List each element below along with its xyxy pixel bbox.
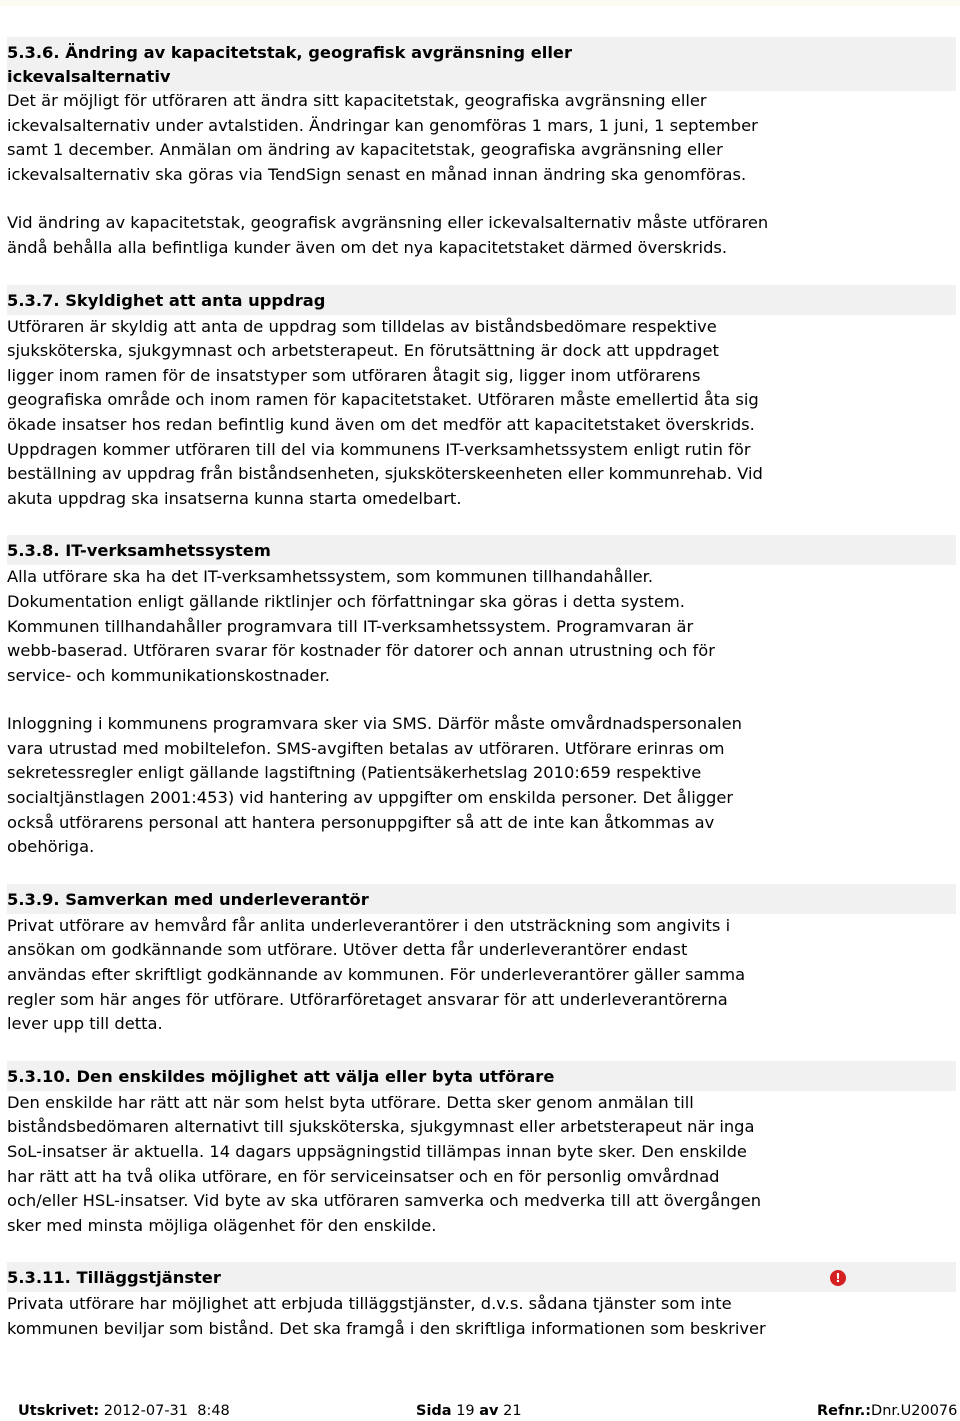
text-line: också utförarens personal att hantera personuppgifter så att de inte kan åtkommas av: [7, 812, 715, 832]
text-line: biståndsbedömaren alternativt till sjuksköterska, sjukgymnast eller arbetsterapeut när inga: [7, 1117, 755, 1137]
heading-line: 5.3.10. Den enskildes möjlighet att välja eller byta utförare: [7, 1066, 555, 1086]
section-heading-5-3-7: [7, 285, 956, 315]
heading-line: 5.3.9. Samverkan med underleverantör: [7, 889, 369, 909]
heading-line: 5.3.7. Skyldighet att anta uppdrag: [7, 290, 326, 310]
text-line: lever upp till detta.: [7, 1014, 163, 1034]
ref-label: Refnr.:: [817, 1403, 872, 1419]
heading-line: 5.3.6. Ändring av kapacitetstak, geografisk avgränsning eller: [7, 43, 573, 62]
page-total: 21: [503, 1403, 522, 1419]
text-line: Uppdragen kommer utföraren till del via kommunens IT-verksamhetssystem enligt rutin för: [7, 439, 751, 459]
heading-line: 5.3.8. IT-verksamhetssystem: [7, 541, 271, 561]
text-line: användas efter skriftligt godkännande av kommunen. För underleverantörer gäller samma: [7, 965, 746, 985]
text-line: ickevalsalternativ under avtalstiden. Ändringar kan genomföras 1 mars, 1 juni, 1 september: [7, 115, 758, 135]
exclamation-icon[interactable]: !: [830, 1270, 846, 1286]
text-line: webb-baserad. Utföraren svarar för kostnader för datorer och annan utrustning och för: [7, 641, 715, 661]
heading-line: 5.3.11. Tilläggstjänster: [7, 1268, 221, 1288]
text-line: socialtjänstlagen 2001:453) vid hantering av uppgifter om enskilda personer. Det åligger: [7, 788, 734, 808]
text-line: ökade insatser hos redan befintlig kund även om det medför att kapacitetstaket överskrids.: [7, 414, 755, 434]
text-line: Alla utförare ska ha det IT-verksamhetssystem, som kommunen tillhandahåller.: [7, 567, 654, 587]
section-heading-5-3-10: [7, 1061, 956, 1091]
heading-line: ickevalsalternativ: [7, 67, 171, 86]
text-line: service- och kommunikationskostnader.: [7, 665, 330, 685]
text-line: samt 1 december. Anmälan om ändring av kapacitetstak, geografiska avgränsning eller: [7, 140, 723, 160]
printed-date: [18, 1403, 230, 1419]
page-label: Sida: [416, 1403, 452, 1419]
text-line: Inloggning i kommunens programvara sker via SMS. Därför måste omvårdnadspersonalen: [7, 714, 742, 734]
text-line: ändå behålla alla befintliga kunder även om det nya kapacitetstaket därmed överskrids.: [7, 237, 728, 257]
text-line: sjuksköterska, sjukgymnast och arbetsterapeut. En förutsättning är dock att uppdraget: [7, 341, 719, 361]
section-heading-5-3-8: [7, 535, 956, 565]
text-line: ligger inom ramen för de insatstyper som utföraren åtagit sig, ligger inom utförarens: [7, 365, 701, 385]
paragraph: [7, 914, 956, 1037]
text-line: Dokumentation enligt gällande riktlinjer och författningar ska göras i detta system.: [7, 591, 685, 611]
text-line: kommunen beviljar som bistånd. Det ska framgå i den skriftliga informationen som beskriver: [7, 1318, 766, 1338]
text-line: Kommunen tillhandahåller programvara till IT-verksamhetssystem. Programvaran är: [7, 616, 694, 636]
text-line: och/eller HSL-insatser. Vid byte av ska utföraren samverka och medverka till att övergången: [7, 1191, 762, 1211]
text-line: har rätt att ha två olika utförare, en för serviceinsatser och en för personlig omvårdnad: [7, 1166, 720, 1186]
ref-value: Dnr.U20076: [871, 1403, 958, 1419]
section-heading-5-3-9: [7, 884, 956, 914]
text-line: Det är möjligt för utföraren att ändra sitt kapacitetstak, geografiska avgränsning eller: [7, 91, 707, 110]
paragraph: [7, 712, 956, 860]
text-line: Vid ändring av kapacitetstak, geografisk avgränsning eller ickevalsalternativ måste utföraren: [7, 213, 769, 233]
printed-label: Utskrivet:: [18, 1403, 100, 1419]
top-edge-line: [0, 0, 960, 6]
text-line: Privata utförare har möjlighet att erbjuda tilläggstjänster, d.v.s. sådana tjänster som inte: [7, 1294, 732, 1314]
section-heading-5-3-11: [7, 1262, 956, 1292]
text-line: akuta uppdrag ska insatserna kunna starta omedelbart.: [7, 488, 462, 508]
text-line: Utföraren är skyldig att anta de uppdrag som tilldelas av biståndsbedömare respektive: [7, 316, 717, 336]
paragraph: [7, 211, 956, 260]
document-page: [7, 37, 956, 1342]
text-line: vara utrustad med mobiltelefon. SMS-avgiften betalas av utföraren. Utförare erinras om: [7, 738, 725, 758]
text-line: beställning av uppdrag från biståndsenheten, sjuksköterskeenheten eller kommunrehab. Vid: [7, 464, 763, 484]
text-line: obehöriga.: [7, 837, 95, 857]
text-line: Den enskilde har rätt att när som helst byta utförare. Detta sker genom anmälan till: [7, 1092, 694, 1112]
text-line: ansökan om godkännande som utförare. Utöver detta får underleverantörer endast: [7, 940, 688, 960]
paragraph: [7, 315, 956, 512]
text-line: geografiska område och inom ramen för kapacitetstaket. Utföraren måste emellertid åta sig: [7, 390, 759, 410]
text-line: ickevalsalternativ ska göras via TendSign senast en månad innan ändring ska genomföras.: [7, 164, 747, 184]
reference-number: [817, 1403, 957, 1419]
text-line: sekretessregler enligt gällande lagstiftning (Patientsäkerhetslag 2010:659 respektive: [7, 763, 702, 783]
page-number: [416, 1403, 522, 1419]
paragraph: [7, 1091, 956, 1239]
paragraph: [7, 1292, 956, 1341]
text-line: Privat utförare av hemvård får anlita underleverantörer i den utsträckning som angivits i: [7, 915, 731, 935]
paragraph: [7, 565, 956, 688]
section-heading-5-3-6: [7, 37, 956, 91]
paragraph: [7, 89, 956, 187]
page-num: 19: [456, 1403, 475, 1419]
text-line: sker med minsta möjliga olägenhet för den enskilde.: [7, 1215, 437, 1235]
page-of: av: [479, 1403, 499, 1419]
text-line: regler som här anges för utförare. Utförarföretaget ansvarar för att underleverantörerna: [7, 989, 728, 1009]
printed-value: 2012-07-31 8:48: [103, 1403, 230, 1419]
page-footer: [0, 1399, 960, 1421]
text-line: SoL-insatser är aktuella. 14 dagars uppsägningstid tillämpas innan byte sker. Den enskilde: [7, 1142, 747, 1161]
